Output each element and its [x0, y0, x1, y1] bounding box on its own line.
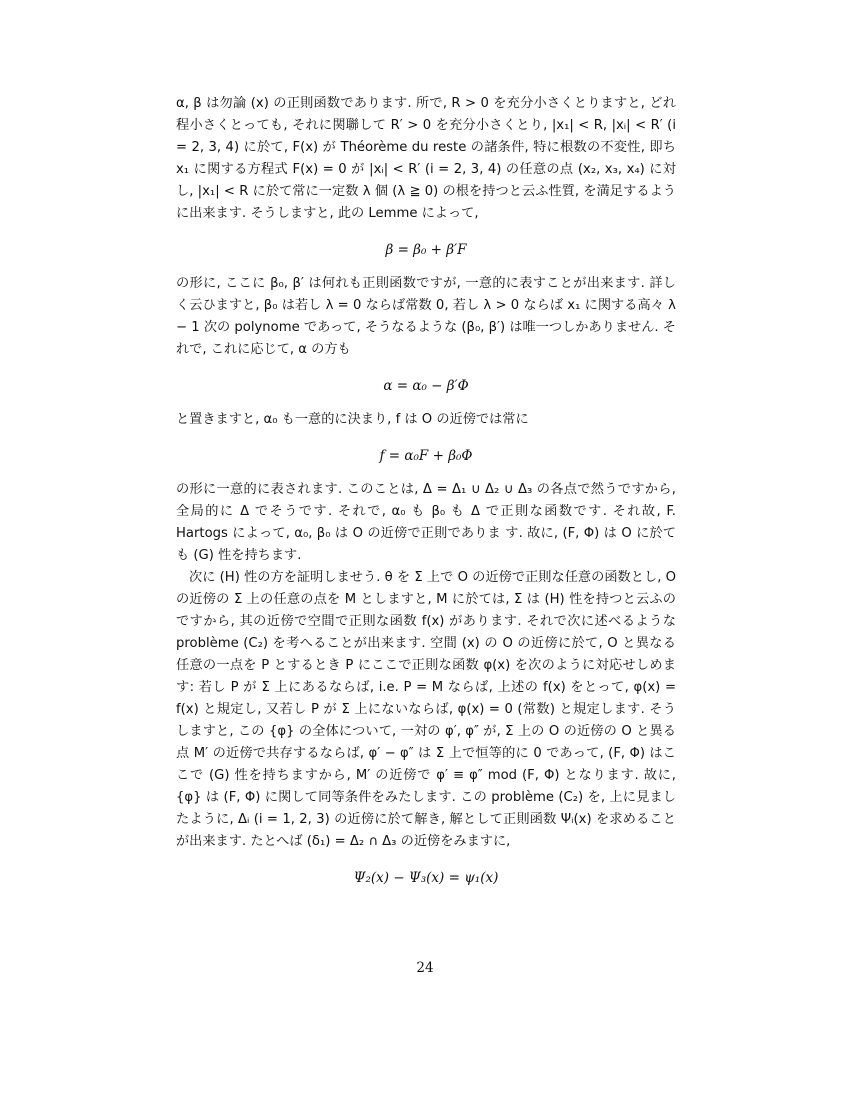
- page-body: [176, 93, 676, 901]
- equation-psi: Ψ₂(x) − Ψ₃(x) = ψ₁(x): [353, 870, 499, 886]
- equation-beta: β = β₀ + β′F: [385, 242, 467, 258]
- page-number: 24: [416, 960, 434, 976]
- paragraph-1: α, β は勿論 (x) の正則函数であります. 所で, R > 0 を充分小さくとりますと, どれ程小さくとっても, それに関聯して R′ > 0 を充分小さくとり, |x₁| < R, |xᵢ| < R′ (i = 2, 3, 4) に於て, F(x) が Théorème du reste の諸条件, 特に根数の不変性, 即ち x₁ に関する方程式 F(x) = 0 が |xᵢ| < R′ (i = 2, 3, 4) の任意の点 (x₂, x₃, x₄) に対し, |x₁| < R に於て常に一定数 λ 個 (λ ≧ 0) の根を持つと云ふ性質, を満足するように出来ます. そうしますと, 此の Lemme によって,: [176, 96, 676, 221]
- equation-f: f = α₀F + β₀Φ: [379, 448, 473, 464]
- paragraph-4: の形に一意的に表されます. このことは, Δ = Δ₁ ∪ Δ₂ ∪ Δ₃ の各点で然うですから, 全局的に Δ でそうです. それで, α₀ も β₀ も Δ で正則な函数です. それ故, F. Hartogs によって, α₀, β₀ は O の近傍で正則でありま す. 故に, (F, Φ) は O に於ても (G) 性を持ちます.: [176, 482, 676, 563]
- equation-alpha: α = α₀ − β′Φ: [383, 378, 469, 394]
- paragraph-2: の形に, ここに β₀, β′ は何れも正則函数ですが, 一意的に表すことが出来ます. 詳しく云ひますと, β₀ は若し λ = 0 ならば常数 0, 若し λ > 0 ならば x₁ に関する高々 λ − 1 次の polynome であって, そうなるような (β₀, β′) は唯一つしかありません. それで, これに応じて, α の方も: [176, 276, 676, 357]
- paragraph-5: 次に (H) 性の方を証明しませう. θ を Σ 上で O の近傍で正則な任意の函数とし, O の近傍の Σ 上の任意の点を M としますと, M に於ては, Σ は (H) 性を持つと云ふのですから, 其の近傍で空間で正則な函数 f(x) があります. それで次に述べるような problème (C₂) を考へることが出来ます. 空間 (x) の O の近傍に於て, O と異なる任意の一点を P とするとき P にここで正則な函数 φ(x) を次のように対応せしめます: 若し P が Σ 上にあるならば, i.e. P = M ならば, 上述の f(x) をとって, φ(x) = f(x) と規定し, 又若し P が Σ 上にないならば, φ(x) = 0 (常数) と規定します. そうしますと, この {φ} の全体について, 一対の φ′, φ″ が, Σ 上の O の近傍の O と異る点 M′ の近傍で共存するならば, φ′ − φ″ は Σ 上で恒等的に 0 であって, (F, Φ) はここで (G) 性を持ちますから, M′ の近傍で φ′ ≡ φ″ mod (F, Φ) となります. 故に, {φ} は (F, Φ) に関して同等条件をみたします. この problème (C₂) を, 上に見ましたように, Δᵢ (i = 1, 2, 3) の近傍に於て解き, 解として正則函数 Ψᵢ(x) を求めることが出来ます. たとへば (δ₁) = Δ₂ ∩ Δ₃ の近傍をみますに,: [176, 570, 676, 849]
- paragraph-3: と置きますと, α₀ も一意的に決まり, f は O の近傍では常に: [176, 412, 529, 427]
